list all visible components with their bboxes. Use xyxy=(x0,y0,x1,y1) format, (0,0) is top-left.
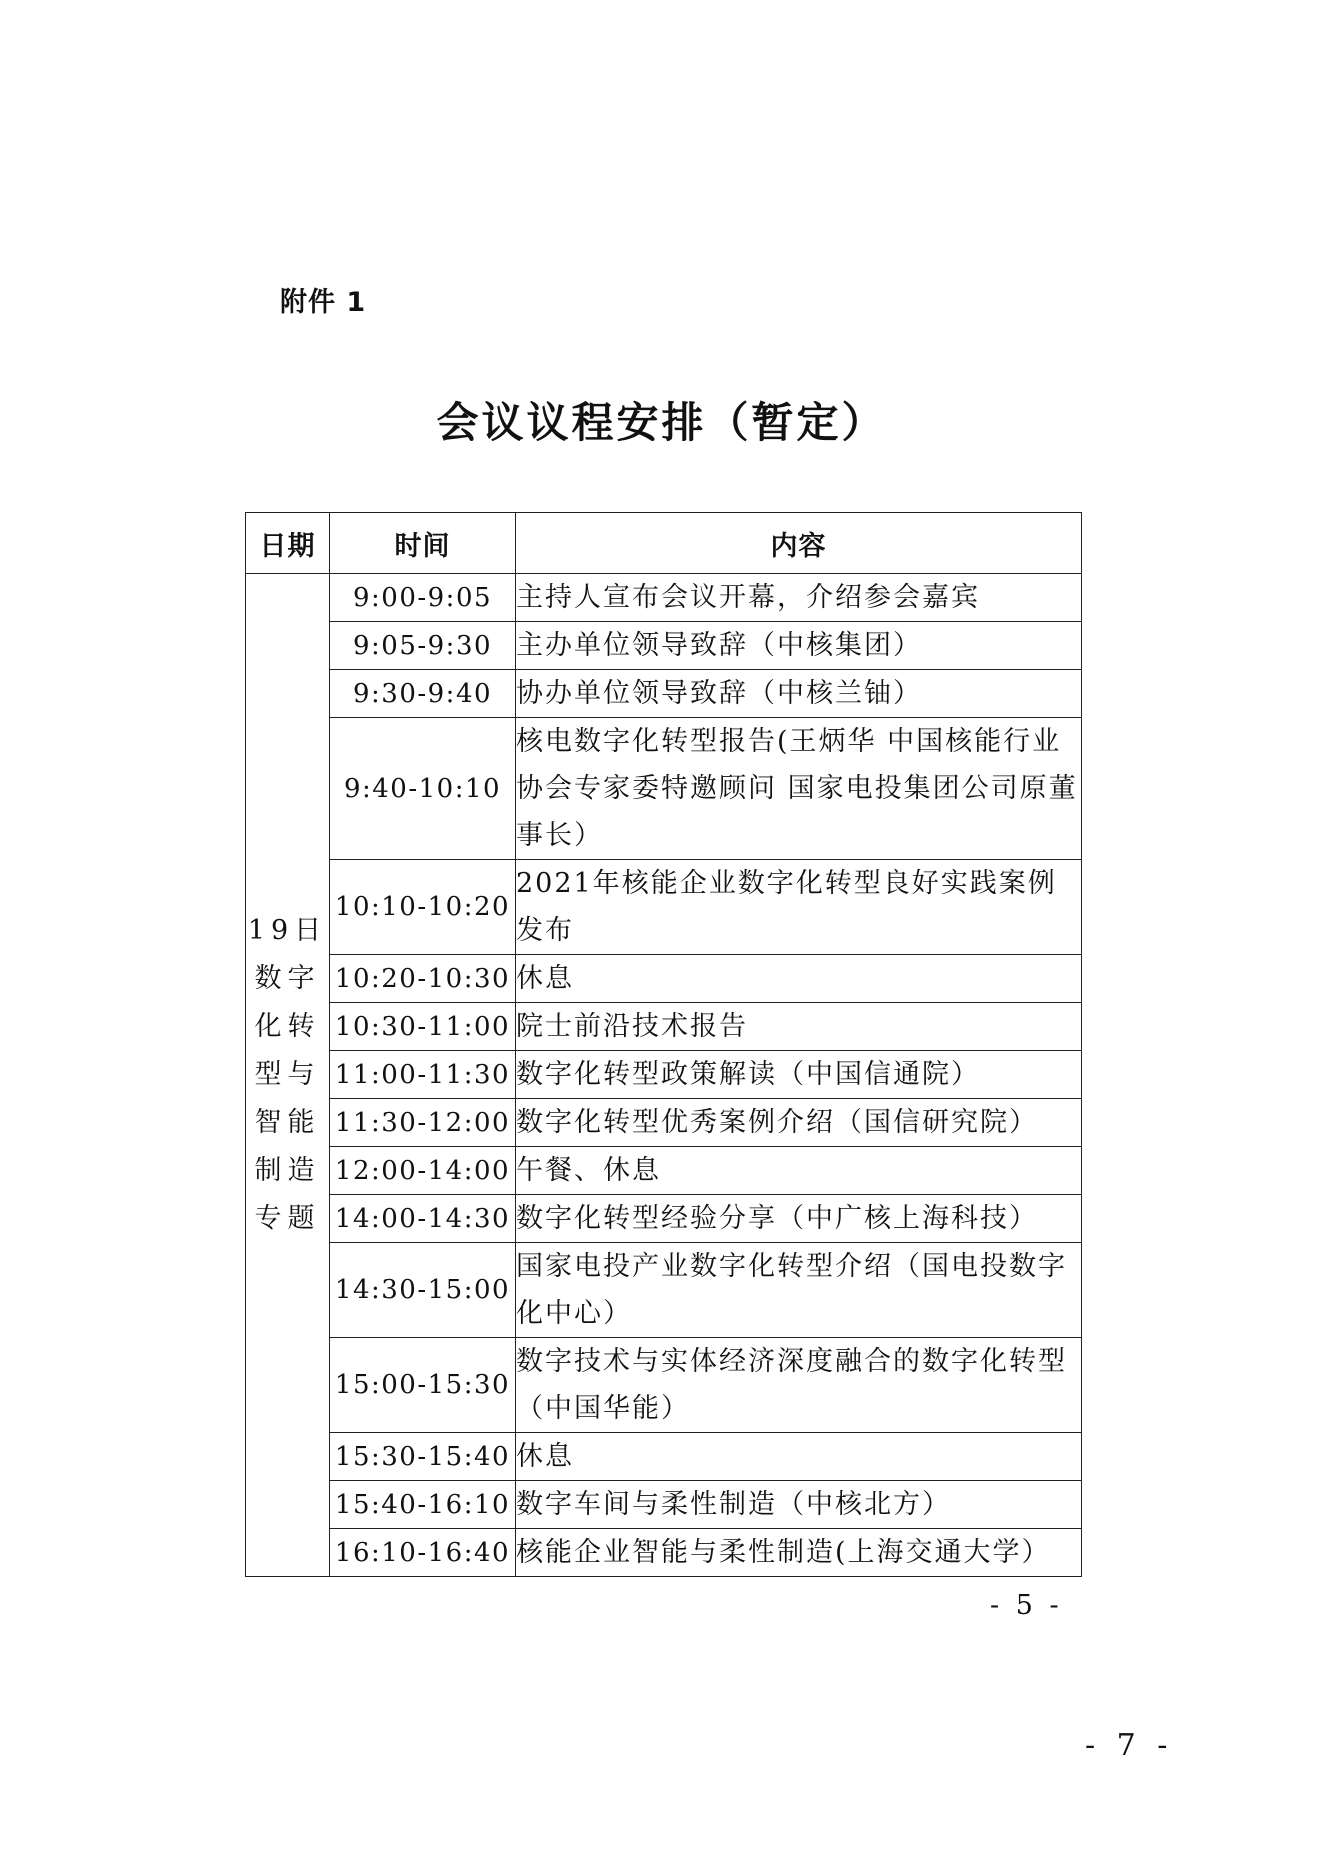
content-cell: 数字技术与实体经济深度融合的数字化转型（中国华能） xyxy=(516,1338,1082,1433)
time-cell: 14:00-14:30 xyxy=(330,1195,516,1243)
time-cell: 9:05-9:30 xyxy=(330,622,516,670)
content-cell: 院士前沿技术报告 xyxy=(516,1003,1082,1051)
content-cell: 数字车间与柔性制造（中核北方） xyxy=(516,1481,1082,1529)
content-cell: 国家电投产业数字化转型介绍（国电投数字化中心） xyxy=(516,1243,1082,1338)
content-cell: 数字化转型优秀案例介绍（国信研究院） xyxy=(516,1099,1082,1147)
table-row xyxy=(246,1147,1082,1195)
time-cell: 9:00-9:05 xyxy=(330,574,516,622)
header-date: 日期 xyxy=(246,513,330,574)
date-line: 智能 xyxy=(254,1107,321,1138)
time-cell: 12:00-14:00 xyxy=(330,1147,516,1195)
header-time: 时间 xyxy=(330,513,516,574)
table-row xyxy=(246,718,1082,860)
date-line: 化转 xyxy=(254,1011,321,1042)
content-cell: 主持人宣布会议开幕，介绍参会嘉宾 xyxy=(516,574,1082,622)
table-row xyxy=(246,955,1082,1003)
agenda-table xyxy=(245,512,1082,1577)
time-cell: 10:30-11:00 xyxy=(330,1003,516,1051)
page-number-inner: - 5 - xyxy=(990,1590,1063,1621)
table-row xyxy=(246,1099,1082,1147)
page-title: 会议议程安排（暂定） xyxy=(436,398,887,447)
content-cell: 核电数字化转型报告(王炳华 中国核能行业协会专家委特邀顾问 国家电投集团公司原董事长） xyxy=(516,718,1082,860)
content-cell: 休息 xyxy=(516,955,1082,1003)
time-cell: 10:20-10:30 xyxy=(330,955,516,1003)
table-row xyxy=(246,574,1082,622)
time-cell: 15:30-15:40 xyxy=(330,1433,516,1481)
table-row xyxy=(246,670,1082,718)
content-cell: 休息 xyxy=(516,1433,1082,1481)
time-cell: 9:30-9:40 xyxy=(330,670,516,718)
page-number-outer: - 7 - xyxy=(1085,1728,1174,1763)
date-cell xyxy=(246,574,330,1577)
content-cell: 核能企业智能与柔性制造(上海交通大学） xyxy=(516,1529,1082,1577)
table-row xyxy=(246,1003,1082,1051)
date-line: 型与 xyxy=(254,1059,321,1090)
content-cell: 数字化转型经验分享（中广核上海科技） xyxy=(516,1195,1082,1243)
date-line: 数字 xyxy=(254,963,321,994)
table-row xyxy=(246,860,1082,955)
date-line: 制造 xyxy=(254,1155,321,1186)
table-row xyxy=(246,1481,1082,1529)
content-cell: 2021年核能企业数字化转型良好实践案例发布 xyxy=(516,860,1082,955)
header-content: 内容 xyxy=(516,513,1082,574)
date-line: 专题 xyxy=(254,1203,321,1234)
content-cell: 协办单位领导致辞（中核兰铀） xyxy=(516,670,1082,718)
time-cell: 14:30-15:00 xyxy=(330,1243,516,1338)
time-cell: 15:40-16:10 xyxy=(330,1481,516,1529)
time-cell: 10:10-10:20 xyxy=(330,860,516,955)
time-cell: 11:30-12:00 xyxy=(330,1099,516,1147)
table-row xyxy=(246,622,1082,670)
content-cell: 主办单位领导致辞（中核集团） xyxy=(516,622,1082,670)
table-row xyxy=(246,1529,1082,1577)
time-cell: 16:10-16:40 xyxy=(330,1529,516,1577)
time-cell: 11:00-11:30 xyxy=(330,1051,516,1099)
table-row xyxy=(246,1051,1082,1099)
table-row xyxy=(246,1195,1082,1243)
attachment-label: 附件 1 xyxy=(280,287,367,318)
content-cell: 午餐、休息 xyxy=(516,1147,1082,1195)
date-line: 19日 xyxy=(247,915,328,946)
time-cell: 15:00-15:30 xyxy=(330,1338,516,1433)
table-row xyxy=(246,1433,1082,1481)
table-header-row xyxy=(246,513,1082,574)
table-row xyxy=(246,1243,1082,1338)
table-row xyxy=(246,1338,1082,1433)
time-cell: 9:40-10:10 xyxy=(330,718,516,860)
content-cell: 数字化转型政策解读（中国信通院） xyxy=(516,1051,1082,1099)
